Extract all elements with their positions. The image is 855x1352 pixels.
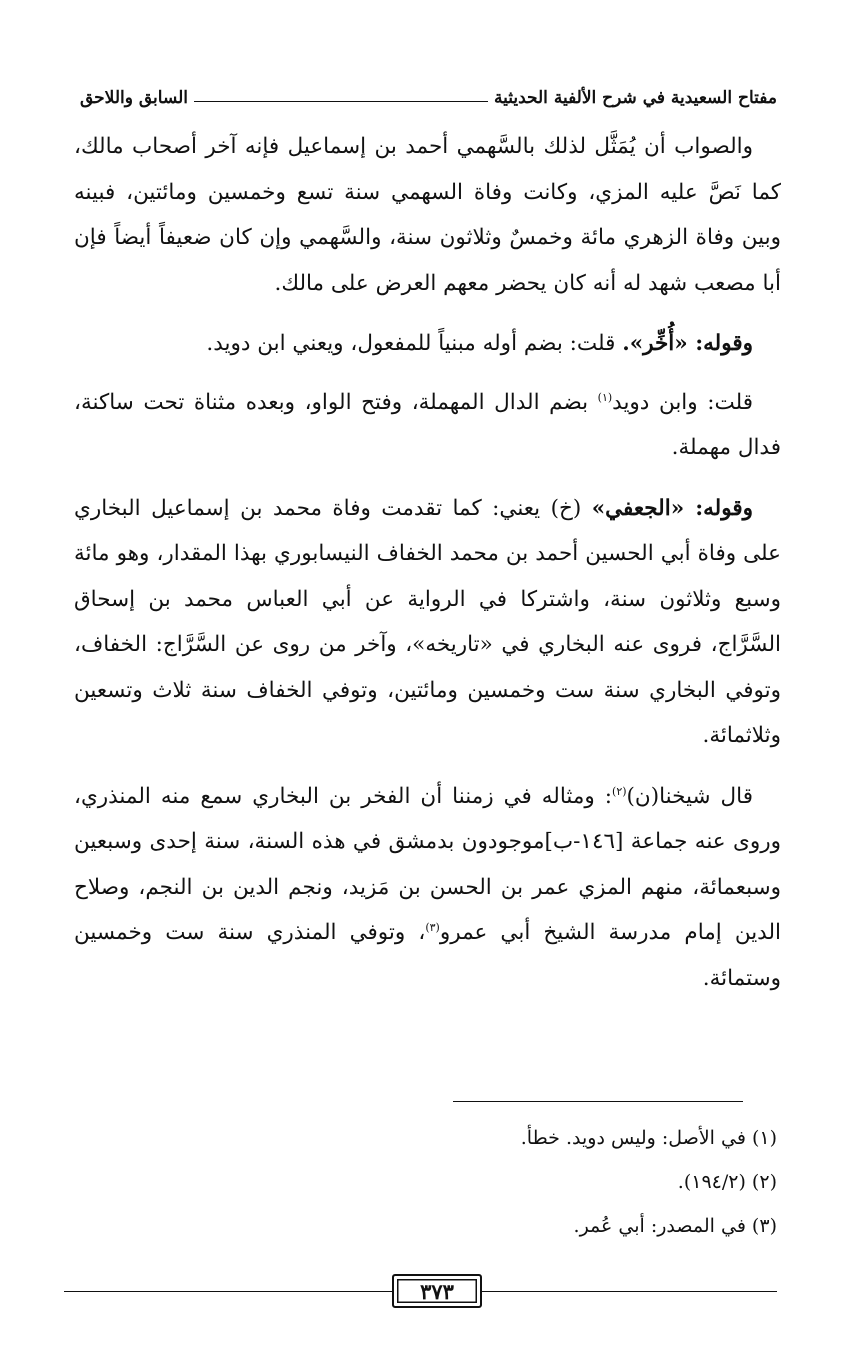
footnote-1: (١) في الأصل: وليس دويد. خطأ. (520, 1127, 777, 1149)
book-title: مفتاح السعيدية في شرح الألفية الحديثية (494, 88, 777, 108)
quoted-term: وقوله: «الجعفي» (591, 495, 753, 521)
paragraph-text: ، وتوفي المنذري سنة ست وخمسين وستمائة. (74, 920, 781, 991)
paragraph-text: قلت: وابن دويد (612, 389, 753, 415)
page-number: ٣٧٣ (392, 1274, 482, 1308)
quoted-term: وقوله: «أُخِّر». (622, 331, 753, 356)
footnote-3: (٣) في المصدر: أبي عُمر. (573, 1215, 777, 1237)
footnote-2: (٢) (١٩٤/٢). (677, 1171, 777, 1193)
paragraph-text: بضم الدال المهملة، وفتح الواو، وبعده مثناة تحت ساكنة، فدال مهملة. (74, 389, 781, 460)
paragraph-text: (خ) يعني: كما تقدمت وفاة محمد بن إسماعيل البخاري على وفاة أبي الحسين أحمد بن محمد الخفاف النيسابوري بهذا المقدار، وهو مائة وسبع وثلاثون سنة، واشتركا في الرواية عن أبي العباس محمد بن إسحاق السَّرَّاج، فروى عنه البخاري في «تاريخه»، وآخر من روى عن السَّرَّاج: الخفاف، وتوفي البخاري سنة ست وخمسين ومائتين، وتوفي الخفاف سنة ثلاث وتسعين وثلاثمائة. (74, 495, 781, 748)
running-header (80, 78, 777, 108)
paragraph-5 (74, 774, 781, 1002)
header-rule (194, 101, 488, 102)
footnotes (78, 1116, 777, 1248)
paragraph-text: والصواب أن يُمَثَّل لذلك بالسَّهمي أحمد بن إسماعيل فإنه آخر أصحاب مالك، كما نَصَّ عليه المزي، وكانت وفاة السهمي سنة تسع وخمسين ومائتين، فبينه وبين وفاة الزهري مائة وخمسٌ وثلاثون سنة، والسَّهمي وإن كان ضعيفاً أيضاً فإن أبا مصعب شهد له أنه كان يحضر معهم العرض على مالك. (74, 134, 781, 296)
main-text (74, 124, 781, 1016)
paragraph-2 (74, 321, 781, 367)
paragraph-1 (74, 124, 781, 306)
page-footer (64, 1272, 777, 1312)
footnote-ref[interactable]: (٢) (612, 784, 627, 798)
section-title: السابق واللاحق (80, 88, 189, 108)
footnote-ref[interactable]: (١) (597, 390, 613, 404)
paragraph-text: : ومثاله في زمننا أن الفخر بن البخاري سمع منه المنذري، وروى عنه جماعة [١٤٦-ب]موجودون بدمشق في هذه السنة، سنة إحدى وسبعين وسبعمائة، منهم المزي عمر بن الحسن بن مَزيد، ونجم الدين بن النجم، وصلاح الدين إمام مدرسة الشيخ أبي عمرو (74, 783, 781, 945)
paragraph-text: قال شيخنا(ن) (626, 783, 753, 809)
footnote-separator (453, 1101, 743, 1102)
paragraph-3 (74, 380, 781, 471)
paragraph-4 (74, 486, 781, 759)
paragraph-text: قلت: بضم أوله مبنياً للمفعول، ويعني ابن دويد. (206, 331, 623, 356)
footnote-ref[interactable]: (٣) (425, 920, 440, 934)
